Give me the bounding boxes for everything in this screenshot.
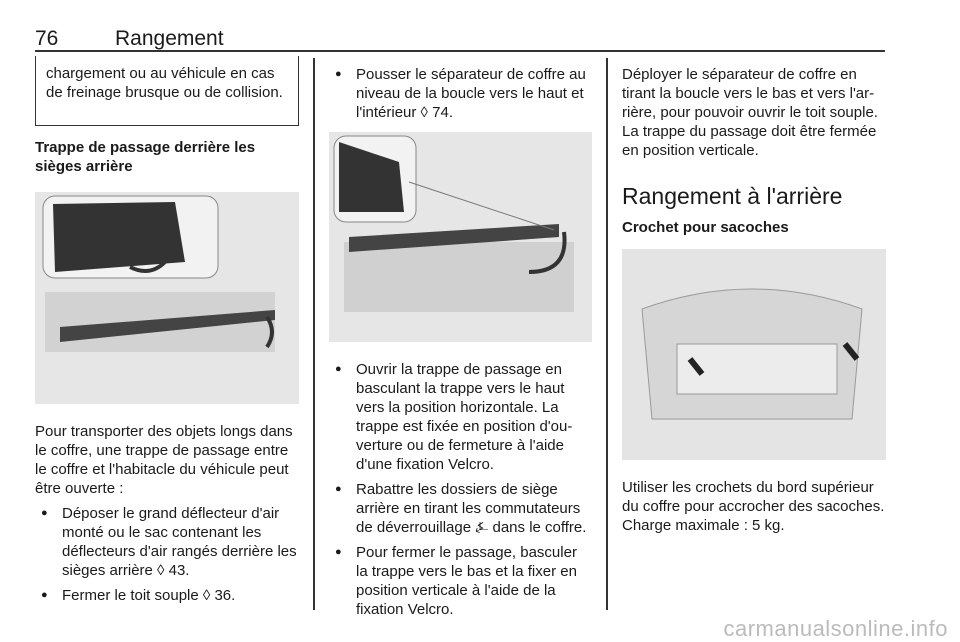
column-2 xyxy=(329,65,592,625)
paragraph: Déployer le séparateur de coffre en tirant la boucle vers le bas et vers l'arrière, pour pouvoir ouvrir le toit souple. La trappe du passage doit être fermée en position verticale. xyxy=(622,66,878,159)
list-item: ● Pour fermer le passage, basculer la trappe vers le bas et la fixer en position verticale à l'aide de la fixation Velcro. xyxy=(329,543,592,619)
column-divider xyxy=(313,58,315,610)
column-divider xyxy=(606,58,608,610)
section-heading: Rangement à l'arrière xyxy=(622,183,843,209)
page-number: 76 xyxy=(35,27,59,50)
list-item: ● Ouvrir la trappe de passage en basculant la trappe vers le haut vers la position horizontale. La trappe est fixée en position d'ouverture ou de fermeture à l'aide d'une fixation Velcro. xyxy=(329,360,592,474)
watermark: carmanualsonline.info xyxy=(723,616,948,641)
trunk-passage-illustration xyxy=(35,192,299,404)
header-rule xyxy=(35,50,885,52)
paragraph: Utiliser les crochets du bord supérieur du coffre pour accrocher des sacoches. Charge maximale : 5 kg. xyxy=(622,479,885,534)
bullet-list xyxy=(329,360,592,619)
warning-box: chargement ou au véhicule en cas de freinage brusque ou de collision. xyxy=(35,56,299,126)
paragraph: Pour transporter des objets longs dans le coffre, une trappe de passage entre le coffre et l'habitacle du véhicule peut être ouverte : xyxy=(35,423,293,497)
separator-illustration xyxy=(329,132,592,342)
bag-hook-illustration xyxy=(622,249,886,460)
section-heading: Trappe de passage derrière les sièges arrière xyxy=(35,139,256,175)
column-3 xyxy=(622,65,886,541)
list-item: ● Pousser le séparateur de coffre au niveau de la boucle vers le haut et l'intérieur ◊ 74. xyxy=(329,65,592,122)
list-item: ● Rabattre les dossiers de siège arrière en tirant les commutateurs de déverrouillage ⍼ dans le coffre. xyxy=(329,480,592,537)
list-item: ● Fermer le toit souple ◊ 36. xyxy=(35,586,299,605)
bullet-list xyxy=(329,65,592,122)
column-1 xyxy=(35,56,299,611)
list-item: ● Déposer le grand déflecteur d'air monté ou le sac contenant les déflecteurs d'air rangés derrière les sièges arrière ◊ 43. xyxy=(35,504,299,580)
page-title: Rangement xyxy=(115,27,224,50)
bullet-list xyxy=(35,504,299,605)
subsection-heading: Crochet pour sacoches xyxy=(622,219,789,236)
